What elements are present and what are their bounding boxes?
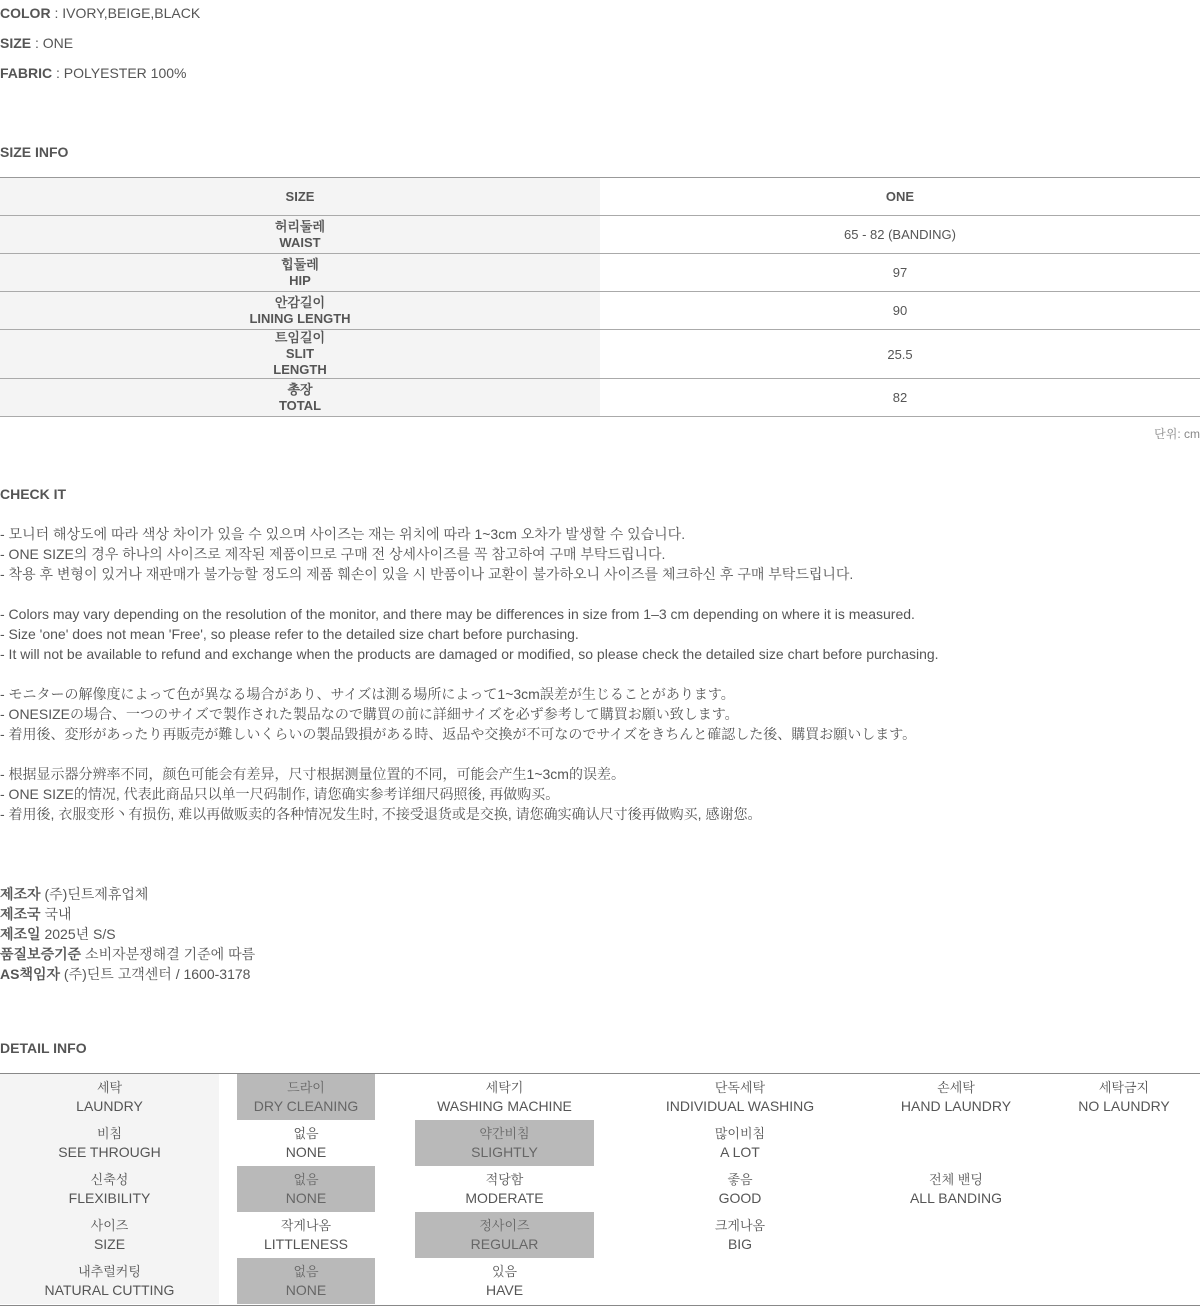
detail-label-see-through: [0, 1120, 219, 1166]
detail-label-en: NATURAL CUTTING: [44, 1282, 175, 1298]
option-kr: 없음: [293, 1264, 319, 1279]
row-label-en: LINING LENGTH: [249, 310, 351, 326]
manufacturer-label: 제조자: [0, 886, 41, 902]
row-label-kr: 허리둘레: [274, 218, 326, 234]
option-en: A LOT: [720, 1144, 760, 1160]
detail-label-size: [0, 1212, 219, 1258]
color-spec: [0, 5, 200, 21]
manufacturer-line: [0, 884, 255, 904]
row-label-kr: 총장: [287, 381, 313, 397]
color-label: COLOR: [0, 5, 51, 21]
detail-info-table: [0, 1073, 1200, 1306]
option-kr: 없음: [293, 1126, 319, 1141]
option-en: DRY CLEANING: [253, 1098, 359, 1114]
option-en: INDIVIDUAL WASHING: [665, 1098, 815, 1114]
country-value: 국내: [40, 906, 72, 922]
table-row: [0, 330, 1200, 379]
row-label: [0, 292, 600, 329]
detail-option-have: [415, 1258, 594, 1304]
detail-option-slightly: [415, 1120, 594, 1166]
detail-row-flexibility: [0, 1166, 1200, 1212]
option-en: ALL BANDING: [909, 1190, 1003, 1206]
detail-label-kr: 사이즈: [90, 1218, 129, 1233]
option-en: NONE: [285, 1282, 327, 1298]
detail-label-kr: 신축성: [90, 1172, 129, 1187]
note-line: - Colors may vary depending on the resolution of the monitor, and there may be differences in size from 1–3 cm depending on where it is measured.: [0, 606, 915, 622]
table-row: [0, 254, 1200, 292]
row-value: 97: [892, 265, 908, 280]
row-label-en: TOTAL: [278, 397, 322, 413]
option-kr: 크게나옴: [714, 1218, 766, 1233]
size-label: SIZE: [0, 35, 32, 51]
note-line: - 모니터 해상도에 따라 색상 차이가 있을 수 있으며 사이즈는 재는 위치에 따라 1~3cm 오차가 발생할 수 있습니다.: [0, 526, 686, 542]
notes-chinese: [0, 764, 1200, 824]
quality-line: [0, 944, 255, 964]
detail-option-regular: [415, 1212, 594, 1258]
option-en: HAND LAUNDRY: [900, 1098, 1012, 1114]
option-kr: 적당함: [485, 1172, 524, 1187]
detail-option-dry-cleaning: [237, 1074, 375, 1120]
option-en: NONE: [285, 1144, 327, 1160]
detail-option-none: [237, 1166, 375, 1212]
detail-label-kr: 내추럴커팅: [78, 1264, 141, 1279]
detail-option-all-banding: [876, 1166, 1036, 1212]
detail-label-laundry: [0, 1074, 219, 1120]
detail-row-natural-cutting: [0, 1258, 1200, 1304]
note-line: - It will not be available to refund and exchange when the products are damaged or modified, so please check the detailed size chart before purchasing.: [0, 646, 939, 662]
note-line: - Size 'one' does not mean 'Free', so please refer to the detailed size chart before purchasing.: [0, 626, 579, 642]
country-line: [0, 904, 255, 924]
option-kr: 약간비침: [479, 1126, 530, 1141]
detail-row-laundry: [0, 1074, 1200, 1120]
row-label-en: WAIST: [279, 234, 321, 250]
option-en: HAVE: [485, 1282, 524, 1298]
detail-label-kr: 세탁: [96, 1080, 123, 1095]
fabric-value: : POLYESTER 100%: [52, 65, 187, 81]
note-line: - 착용 후 변형이 있거나 재판매가 불가능할 정도의 제품 훼손이 있을 시 반품이나 교환이 불가하오니 사이즈를 체크하신 후 구매 부탁드립니다.: [0, 566, 854, 582]
option-en: LITTLENESS: [263, 1236, 349, 1252]
option-en: WASHING MACHINE: [437, 1098, 572, 1114]
detail-option-littleness: [237, 1212, 375, 1258]
quality-value: 소비자분쟁해결 기준에 따름: [81, 946, 256, 962]
check-it-notes: [0, 524, 1200, 844]
row-value: 25.5: [887, 346, 913, 362]
color-value: : IVORY,BEIGE,BLACK: [50, 5, 201, 21]
detail-label-en: FLEXIBILITY: [68, 1190, 151, 1206]
option-kr: 단독세탁: [714, 1080, 766, 1095]
detail-option-none: [237, 1258, 375, 1304]
size-value: : ONE: [31, 35, 74, 51]
option-kr: 없음: [293, 1172, 319, 1187]
as-value: (주)딘트 고객센터 / 1600-3178: [60, 966, 251, 982]
option-kr: 정사이즈: [479, 1218, 530, 1233]
row-label-kr: 안감길이: [274, 294, 326, 310]
notes-korean: [0, 524, 1200, 584]
option-en: REGULAR: [470, 1236, 539, 1252]
row-label-en-2: LENGTH: [273, 362, 327, 377]
detail-label-natural-cutting: [0, 1258, 219, 1304]
note-line: - 着用後, 衣服变形丶有损伤, 难以再做贩卖的各种情况发生时, 不接受退货或是交换, 请您确实确认尺寸後再做购买, 感谢您。: [0, 806, 762, 822]
detail-row-see-through: [0, 1120, 1200, 1166]
option-kr: 드라이: [287, 1080, 325, 1095]
option-kr: 좋음: [727, 1172, 753, 1187]
detail-label-en: SEE THROUGH: [58, 1144, 161, 1160]
detail-info-title: DETAIL INFO: [0, 1040, 87, 1056]
table-row: [0, 216, 1200, 254]
row-label: [0, 379, 600, 416]
note-line: - ONE SIZE的情况, 代表此商品只以单一尺码制作, 请您确实参考详细尺码照後, 再做购买。: [0, 786, 560, 802]
option-kr: 작게나옴: [280, 1218, 332, 1233]
detail-option-moderate: [415, 1166, 594, 1212]
detail-option-big: [650, 1212, 830, 1258]
fabric-label: FABRIC: [0, 65, 53, 81]
detail-option-hand-laundry: [876, 1074, 1036, 1120]
row-value: 90: [892, 303, 908, 318]
detail-option-individual-washing: [650, 1074, 830, 1120]
note-line: - 根据显示器分辨率不同，颜色可能会有差异，尺寸根据测量位置的不同，可能会产生1~3cm的误差。: [0, 766, 625, 782]
row-value: 65 - 82 (BANDING): [844, 227, 956, 242]
size-header-value: ONE: [600, 178, 1200, 215]
note-line: - モニターの解像度によって色が異なる場合があり、サイズは測る場所によって1~3cm誤差が生じることがあります。: [0, 686, 735, 702]
table-row: [0, 379, 1200, 417]
row-label-kr: 힙둘레: [281, 256, 319, 272]
unit-note: 단위: cm: [1154, 427, 1200, 441]
option-en: NONE: [285, 1190, 327, 1206]
row-label: [0, 254, 600, 291]
detail-row-size: [0, 1212, 1200, 1258]
size-spec: [0, 35, 73, 51]
option-en: SLIGHTLY: [471, 1144, 538, 1160]
notes-japanese: [0, 684, 1200, 744]
detail-option-good: [650, 1166, 830, 1212]
fabric-spec: [0, 65, 186, 81]
date-value: 2025년 S/S: [40, 926, 116, 942]
table-row: [0, 292, 1200, 330]
option-kr: 많이비침: [714, 1126, 766, 1141]
option-kr: 세탁기: [485, 1080, 524, 1095]
detail-label-kr: 비침: [96, 1126, 123, 1141]
detail-option-none: [237, 1120, 375, 1166]
note-line: - ONESIZEの場合、一つのサイズで製作された製品なので購買の前に詳細サイズを必ず参考して購買お願い致します。: [0, 706, 739, 722]
row-value: 82: [892, 390, 908, 405]
row-label-kr: 트임길이: [274, 330, 326, 345]
option-kr: 있음: [491, 1264, 518, 1279]
option-en: BIG: [727, 1236, 753, 1252]
option-en: NO LAUNDRY: [1078, 1098, 1170, 1114]
option-kr: 세탁금지: [1098, 1080, 1150, 1095]
detail-label-flexibility: [0, 1166, 219, 1212]
option-en: GOOD: [718, 1190, 762, 1206]
note-line: - 着用後、変形があったり再販売が難しいくらいの製品毀損がある時、返品や交換が不可なのでサイズをきちんと確認した後、購買お願いします。: [0, 726, 917, 742]
option-kr: 전체 밴딩: [929, 1172, 983, 1187]
size-table-header: [0, 178, 1200, 216]
size-header-label: SIZE: [0, 178, 600, 215]
option-kr: 손세탁: [937, 1080, 975, 1095]
detail-option-washing-machine: [415, 1074, 594, 1120]
detail-label-en: SIZE: [93, 1236, 126, 1252]
country-label: 제조국: [0, 906, 41, 922]
manufacturer-info: [0, 884, 255, 984]
notes-english: [0, 604, 1200, 664]
row-label: [0, 330, 600, 378]
option-en: MODERATE: [465, 1190, 544, 1206]
date-line: [0, 924, 255, 944]
detail-option-no-laundry: [1054, 1074, 1194, 1120]
as-label: AS책임자: [0, 966, 61, 982]
size-table: [0, 177, 1200, 417]
size-info-title: SIZE INFO: [0, 144, 69, 160]
as-line: [0, 964, 255, 984]
note-line: - ONE SIZE의 경우 하나의 사이즈로 제작된 제품이므로 구매 전 상세사이즈를 꼭 참고하여 구매 부탁드립니다.: [0, 546, 666, 562]
check-it-title: CHECK IT: [0, 486, 67, 502]
detail-option-a-lot: [650, 1120, 830, 1166]
quality-label: 품질보증기준: [0, 946, 82, 962]
row-label-en: HIP: [289, 272, 311, 288]
row-label-en: SLIT: [285, 346, 315, 361]
date-label: 제조일: [0, 926, 41, 942]
detail-label-en: LAUNDRY: [76, 1098, 143, 1114]
manufacturer-value: (주)딘트제휴업체: [40, 886, 149, 902]
row-label: [0, 216, 600, 253]
